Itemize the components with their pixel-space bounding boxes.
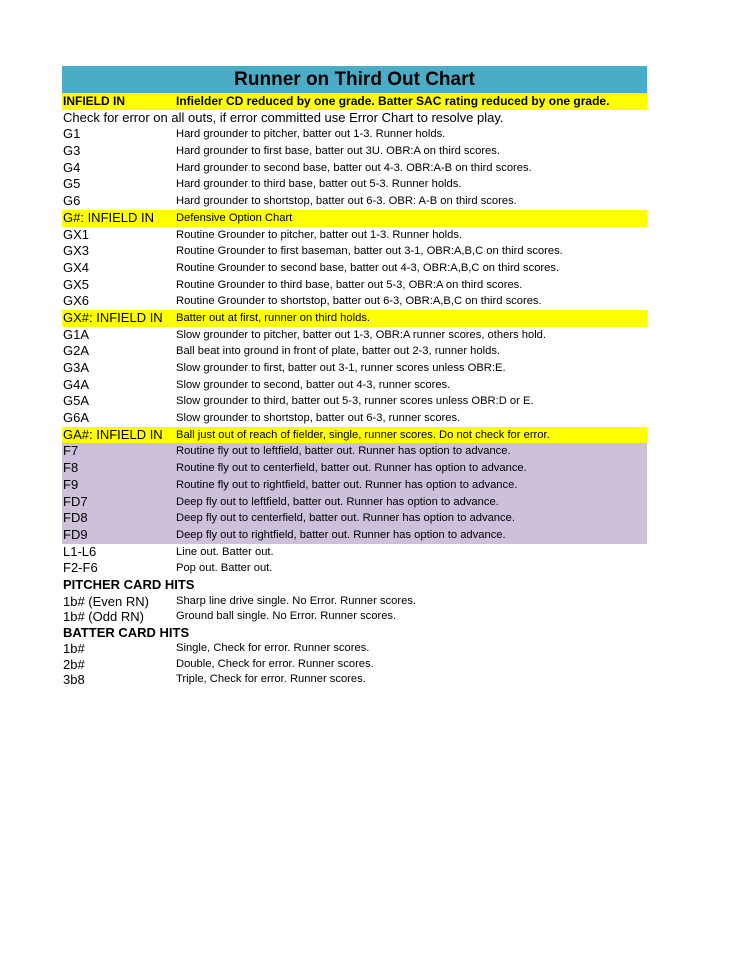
row-desc: Batter out at first, runner on third holds. [176,311,371,324]
row-key: G6 [63,193,81,209]
row-desc: Routine Grounder to first baseman, batter out 3-1, OBR:A,B,C on third scores. [176,245,563,258]
pitcher-hits-rows [62,594,647,625]
row-desc: Defensive Option Chart [176,211,293,224]
row-desc: Slow grounder to pitcher, batter out 1-3, OBR:A runner scores, others hold. [176,328,547,341]
table-row [62,544,647,561]
misc-rows [62,544,647,577]
row-desc: Deep fly out to centerfield, batter out. Runner has option to advance. [176,512,515,525]
row-desc: Deep fly out to leftfield, batter out. Runner has option to advance. [176,495,499,508]
out-chart [62,66,647,688]
g-rows [62,126,647,209]
table-row [62,277,647,294]
infield-in-row [62,93,647,110]
row-desc: Hard grounder to first base, batter out 3U. OBR:A on third scores. [176,145,500,158]
row-key: GX3 [63,243,90,259]
row-desc: Routine fly out to leftfield, batter out. Runner has option to advance. [176,445,511,458]
table-row [62,260,647,277]
row-key: GX#: INFIELD IN [63,309,163,325]
pitcher-hits-heading [62,577,647,594]
gx-infield-in-row [62,310,647,327]
row-key: G3 [63,143,81,159]
row-desc: Hard grounder to third base, batter out 5-3. Runner holds. [176,178,462,191]
row-desc: Routine fly out to centerfield, batter out. Runner has option to advance. [176,462,527,475]
row-desc: Routine fly out to rightfield, batter out. Runner has option to advance. [176,478,518,491]
row-key: G4 [63,159,81,175]
row-desc: Pop out. Batter out. [176,562,273,575]
row-desc: Hard grounder to pitcher, batter out 1-3. Runner holds. [176,128,446,141]
table-row [62,657,647,673]
row-desc: Ball just out of reach of fielder, single, runner scores. Do not check for error. [176,428,550,441]
row-key: 1b# (Even RN) [63,593,149,609]
row-key: G5 [63,176,81,192]
table-row [62,360,647,377]
row-desc: Ball beat into ground in front of plate, batter out 2-3, runner holds. [176,345,501,358]
row-desc: Slow grounder to third, batter out 5-3, runner scores unless OBR:D or E. [176,395,534,408]
row-desc: Hard grounder to second base, batter out 4-3. OBR:A-B on third scores. [176,161,532,174]
row-desc: Slow grounder to second, batter out 4-3, runner scores. [176,378,451,391]
row-desc: Slow grounder to shortstop, batter out 6-3, runner scores. [176,412,461,425]
row-key: FD9 [63,526,88,542]
row-key: GX1 [63,226,90,242]
table-row [62,293,647,310]
row-key: GX4 [63,259,90,275]
row-key: F9 [63,476,79,492]
row-key: 1b# (Odd RN) [63,609,144,625]
ga-rows [62,327,647,427]
section-heading: BATTER CARD HITS [63,624,190,640]
table-row [62,160,647,177]
row-desc: Slow grounder to first, batter out 3-1, runner scores unless OBR:E. [176,362,506,374]
row-key: 3b8 [63,672,85,688]
table-row [62,494,647,511]
table-row [62,176,647,193]
table-row [62,227,647,244]
table-row [62,609,647,625]
table-row [62,527,647,544]
row-desc: Routine Grounder to pitcher, batter out 1-3. Runner holds. [176,228,463,241]
row-key: L1-L6 [63,543,97,559]
table-row [62,327,647,344]
batter-hits-heading [62,625,647,642]
row-key: FD7 [63,493,88,509]
table-row [62,641,647,657]
row-desc: Infielder CD reduced by one grade. Batter SAC rating reduced by one grade. [176,94,610,108]
row-key: GX6 [63,293,90,309]
ga-infield-in-row [62,427,647,444]
table-row [62,443,647,460]
row-key: G2A [63,343,90,359]
error-note: Check for error on all outs, if error committed use Error Chart to resolve play. [63,109,504,125]
row-desc: Routine Grounder to shortstop, batter out 6-3, OBR:A,B,C on third scores. [176,295,542,308]
row-key: F8 [63,460,79,476]
table-row [62,477,647,494]
row-key: G1 [63,126,81,142]
row-key: F2-F6 [63,560,98,576]
table-row [62,377,647,394]
row-key: G1A [63,326,90,342]
table-row [62,672,647,688]
table-row [62,143,647,160]
g-infield-in-row [62,210,647,227]
row-key: GA#: INFIELD IN [63,426,163,442]
table-row [62,460,647,477]
chart-title: Runner on Third Out Chart [62,66,647,93]
row-desc: Ground ball single. No Error. Runner scores. [176,610,397,623]
table-row [62,410,647,427]
row-key: GX5 [63,276,90,292]
row-key: G5A [63,393,90,409]
row-desc: Line out. Batter out. [176,545,274,558]
row-desc: Triple, Check for error. Runner scores. [176,673,366,686]
row-key: F7 [63,443,79,459]
table-row [62,560,647,577]
row-desc: Deep fly out to rightfield, batter out. Runner has option to advance. [176,528,506,541]
row-key: 1b# [63,641,85,657]
error-note-row [62,110,647,127]
row-desc: Routine Grounder to second base, batter out 4-3, OBR:A,B,C on third scores. [176,261,560,274]
row-key: G3A [63,360,90,375]
table-row [62,594,647,610]
row-key: INFIELD IN [63,94,125,108]
row-desc: Hard grounder to shortstop, batter out 6-3. OBR: A-B on third scores. [176,195,517,208]
row-key: G4A [63,376,90,392]
table-row [62,193,647,210]
fly-rows [62,443,647,543]
row-key: 2b# [63,656,85,672]
row-desc: Routine Grounder to third base, batter out 5-3, OBR:A on third scores. [176,278,523,291]
table-row [62,343,647,360]
row-desc: Single, Check for error. Runner scores. [176,642,370,655]
gx-rows [62,227,647,310]
row-desc: Sharp line drive single. No Error. Runner scores. [176,594,417,607]
table-row [62,243,647,260]
table-row [62,510,647,527]
batter-hits-rows [62,641,647,688]
table-row [62,126,647,143]
section-heading: PITCHER CARD HITS [63,576,195,592]
row-key: FD8 [63,510,88,526]
table-row [62,393,647,410]
row-key: G6A [63,410,90,426]
row-desc: Double, Check for error. Runner scores. [176,657,374,670]
row-key: G#: INFIELD IN [63,209,155,225]
